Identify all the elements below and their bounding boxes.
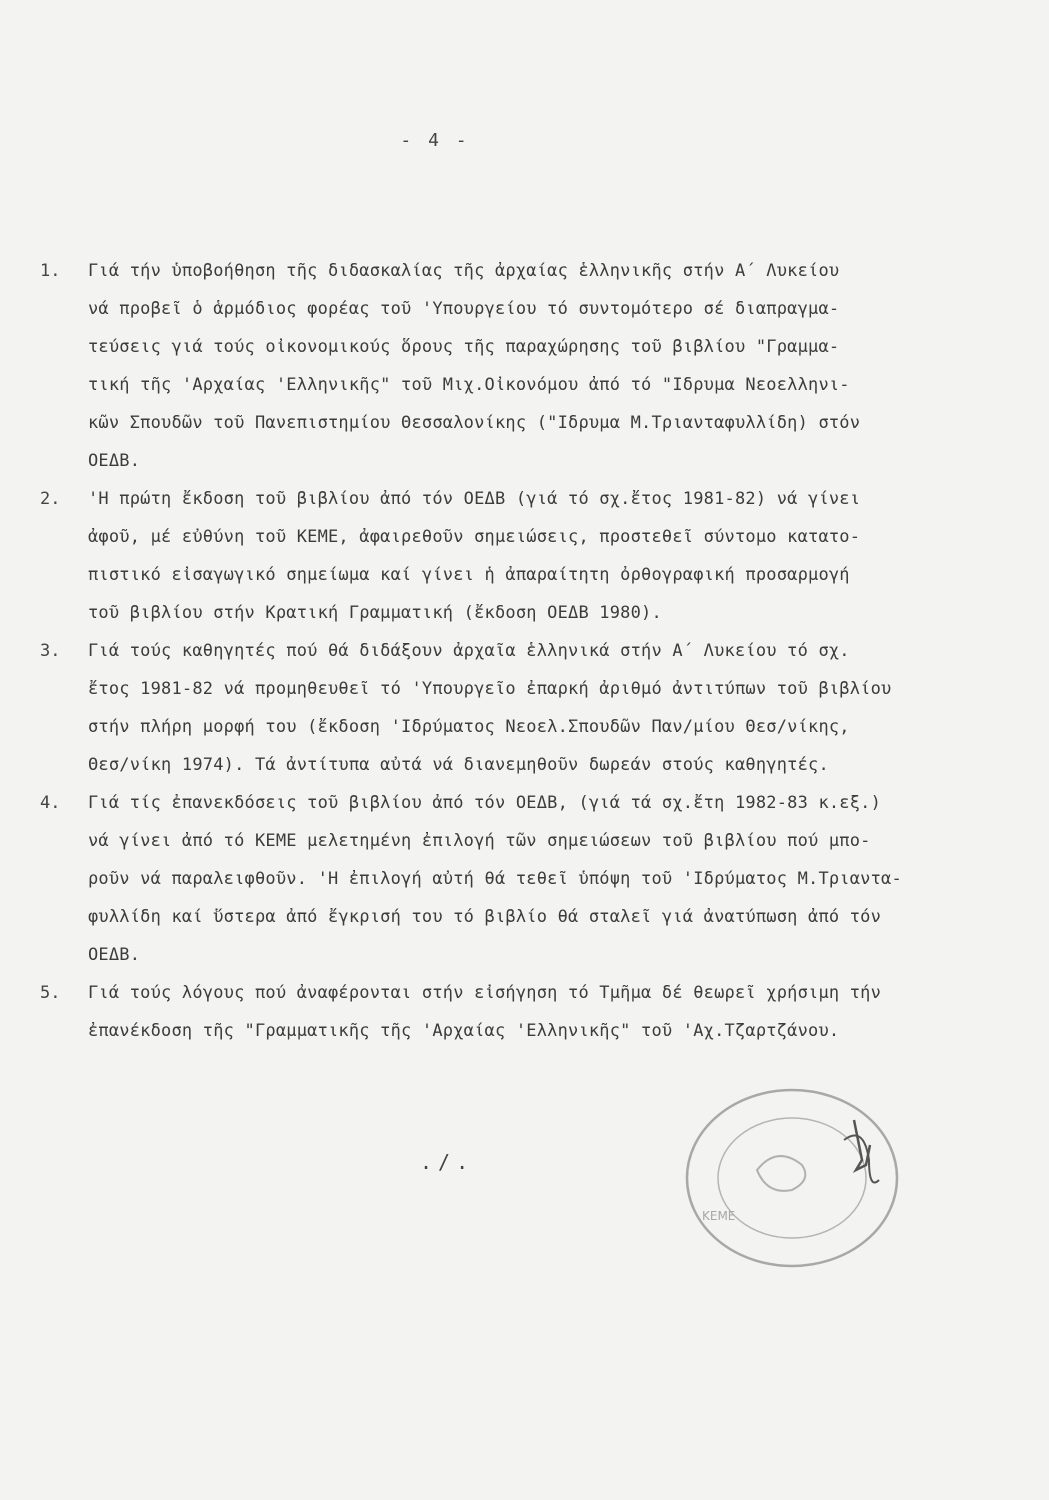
- item-text-line: Γιά τίς ἐπανεκδόσεις τοῦ βιβλίου ἀπό τόν ΟΕΔΒ, (γιά τά σχ.ἔτη 1982-83 κ.εξ.): [88, 793, 882, 813]
- item-text-line: Θεσ/νίκη 1974). Τά ἀντίτυπα αὐτά νά διανεμηθοῦν δωρεάν στούς καθηγητές.: [88, 755, 829, 775]
- item-text-line: τοῦ βιβλίου στήν Κρατική Γραμματική (ἔκδοση ΟΕΔΒ 1980).: [88, 603, 662, 623]
- item-text-line: ἀφοῦ, μέ εὐθύνη τοῦ ΚΕΜΕ, ἀφαιρεθοῦν σημειώσεις, προστεθεῖ σύντομο κατατο-: [88, 527, 861, 547]
- official-stamp-seal: [672, 1080, 952, 1270]
- item-text-line: φυλλίδη καί ὕστερα ἀπό ἔγκρισή του τό βιβλίο θά σταλεῖ γιά ἀνατύπωση ἀπό τόν: [88, 907, 882, 927]
- item-text-line: 'Η πρώτη ἔκδοση τοῦ βιβλίου ἀπό τόν ΟΕΔΒ (γιά τό σχ.ἔτος 1981-82) νά γίνει: [88, 489, 861, 509]
- list-item: [40, 632, 1000, 784]
- item-text-line: πιστικό εἰσαγωγικό σημείωμα καί γίνει ἡ ἀπαραίτητη ὀρθογραφική προσαρμογή: [88, 565, 850, 585]
- item-text-line: νά γίνει ἀπό τό ΚΕΜΕ μελετημένη ἐπιλογή τῶν σημειώσεων τοῦ βιβλίου πού μπο-: [88, 831, 871, 851]
- item-number: 5.: [40, 983, 61, 1003]
- svg-text:ΚΕΜΕ: ΚΕΜΕ: [702, 1209, 736, 1223]
- item-number: 3.: [40, 641, 61, 661]
- item-text-line: ΟΕΔΒ.: [88, 451, 141, 471]
- numbered-list: [40, 252, 1000, 1050]
- item-text-line: ἐπανέκδοση τῆς "Γραμματικῆς τῆς 'Αρχαίας 'Ελληνικῆς" τοῦ 'Αχ.Τζαρτζάνου.: [88, 1021, 840, 1041]
- item-text-line: νά προβεῖ ὁ ἁρμόδιος φορέας τοῦ 'Υπουργείου τό συντομότερο σέ διαπραγμα-: [88, 299, 840, 319]
- list-item: [40, 252, 1000, 480]
- item-text-line: κῶν Σπουδῶν τοῦ Πανεπιστημίου Θεσσαλονίκης ("Ιδρυμα Μ.Τριανταφυλλίδη) στόν: [88, 413, 861, 433]
- item-text-line: ροῦν νά παραλειφθοῦν. 'Η ἐπιλογή αὐτή θά τεθεῖ ὑπόψη τοῦ 'Ιδρύματος Μ.Τριαντα-: [88, 869, 902, 889]
- item-text-line: ΟΕΔΒ.: [88, 945, 141, 965]
- item-number: 1.: [40, 261, 61, 281]
- item-number: 4.: [40, 793, 61, 813]
- list-item: [40, 974, 1000, 1050]
- page-number: - 4 -: [400, 130, 470, 151]
- item-text-line: Γιά τούς καθηγητές πού θά διδάξουν ἀρχαῖα ἑλληνικά στήν Α΄ Λυκείου τό σχ.: [88, 641, 850, 661]
- item-number: 2.: [40, 489, 61, 509]
- item-text-line: Γιά τήν ὑποβοήθηση τῆς διδασκαλίας τῆς ἀρχαίας ἑλληνικῆς στήν Α΄ Λυκείου: [88, 261, 840, 281]
- list-item: [40, 480, 1000, 632]
- list-item: [40, 784, 1000, 974]
- item-text-line: στήν πλήρη μορφή του (ἔκδοση 'Ιδρύματος Νεοελ.Σπουδῶν Παν/μίου Θεσ/νίκης,: [88, 717, 850, 737]
- item-text-line: ἔτος 1981-82 νά προμηθευθεῖ τό 'Υπουργεῖο ἐπαρκή ἀριθμό ἀντιτύπων τοῦ βιβλίου: [88, 679, 892, 699]
- item-text-line: Γιά τούς λόγους πού ἀναφέρονται στήν εἰσήγηση τό Τμῆμα δέ θεωρεῖ χρήσιμη τήν: [88, 983, 882, 1003]
- closing-mark: ./.: [420, 1150, 475, 1174]
- item-text-line: τική τῆς 'Αρχαίας 'Ελληνικῆς" τοῦ Μιχ.Οἰκονόμου ἀπό τό "Ιδρυμα Νεοελληνι-: [88, 375, 850, 395]
- item-text-line: τεύσεις γιά τούς οἰκονομικούς ὅρους τῆς παραχώρησης τοῦ βιβλίου "Γραμμα-: [88, 337, 840, 357]
